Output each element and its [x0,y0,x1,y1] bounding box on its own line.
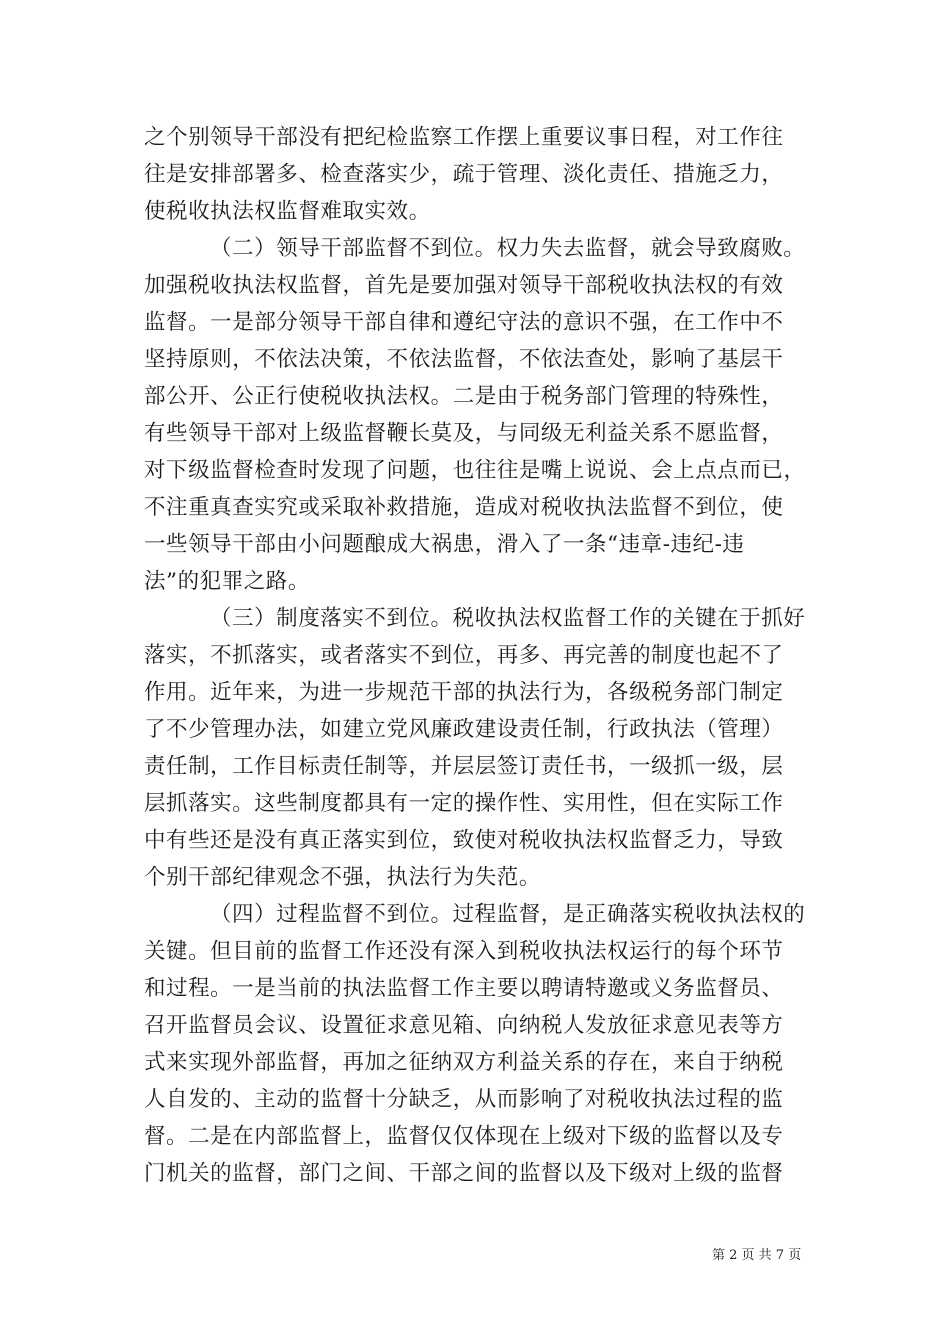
body-text-line: 落实，不抓落实，或者落实不到位，再多、再完善的制度也起不了 [144,643,784,668]
body-text-line: 对下级监督检查时发现了问题，也往往是嘴上说说、会上点点而已， [144,458,806,483]
body-text-line: 使税收执法权监督难取实效。 [144,199,431,224]
body-text-line: 中有些还是没有真正落实到位，致使对税收执法权监督乏力，导致 [144,828,784,853]
section-heading-line: （二）领导干部监督不到位。权力失去监督，就会导致腐败。 [210,236,806,261]
body-text-line: 召开监督员会议、设置征求意见箱、向纳税人发放征求意见表等方 [144,1013,784,1038]
section-heading-line: （四）过程监督不到位。过程监督，是正确落实税收执法权的 [210,902,806,927]
body-text-line: 坚持原则，不依法决策，不依法监督，不依法查处，影响了基层干 [144,347,784,372]
body-text-line: 了不少管理办法，如建立党风廉政建设责任制，行政执法（管理） [144,717,784,742]
body-text-line: 之个别领导干部没有把纪检监察工作摆上重要议事日程，对工作往 [144,125,784,150]
body-text-line: 关键。但目前的监督工作还没有深入到税收执法权运行的每个环节 [144,939,784,964]
page-number-footer: 第 2 页 共 7 页 [712,1248,802,1263]
body-text-line: 式来实现外部监督，再加之征纳双方利益关系的存在，来自于纳税 [144,1050,784,1075]
body-text-line: 人自发的、主动的监督十分缺乏，从而影响了对税收执法过程的监 [144,1087,784,1112]
body-text-line: 督。二是在内部监督上，监督仅仅体现在上级对下级的监督以及专 [144,1124,784,1149]
body-text-line: 法”的犯罪之路。 [144,569,310,594]
section-heading-line: （三）制度落实不到位。税收执法权监督工作的关键在于抓好 [210,606,806,631]
body-text-line: 作用。近年来，为进一步规范干部的执法行为，各级税务部门制定 [144,680,784,705]
body-text-line: 层抓落实。这些制度都具有一定的操作性、实用性，但在实际工作 [144,791,784,816]
body-text-line: 有些领导干部对上级监督鞭长莫及，与同级无利益关系不愿监督， [144,421,784,446]
body-text-line: 往是安排部署多、检查落实少，疏于管理、淡化责任、措施乏力， [144,162,784,187]
body-text-line: 不注重真查实究或采取补救措施，造成对税收执法监督不到位，使 [144,495,784,520]
body-text-line: 部公开、公正行使税收执法权。二是由于税务部门管理的特殊性， [144,384,784,409]
body-text-line: 监督。一是部分领导干部自律和遵纪守法的意识不强，在工作中不 [144,310,784,335]
body-text-line: 责任制，工作目标责任制等，并层层签订责任书，一级抓一级，层 [144,754,784,779]
body-text-line: 个别干部纪律观念不强，执法行为失范。 [144,865,541,890]
body-text-line: 一些领导干部由小问题酿成大祸患，滑入了一条“违章-违纪-违 [144,532,745,557]
body-text-line: 门机关的监督，部门之间、干部之间的监督以及下级对上级的监督 [144,1161,784,1186]
body-text-line: 加强税收执法权监督，首先是要加强对领导干部税收执法权的有效 [144,273,784,298]
body-text-line: 和过程。一是当前的执法监督工作主要以聘请特邀或义务监督员、 [144,976,784,1001]
